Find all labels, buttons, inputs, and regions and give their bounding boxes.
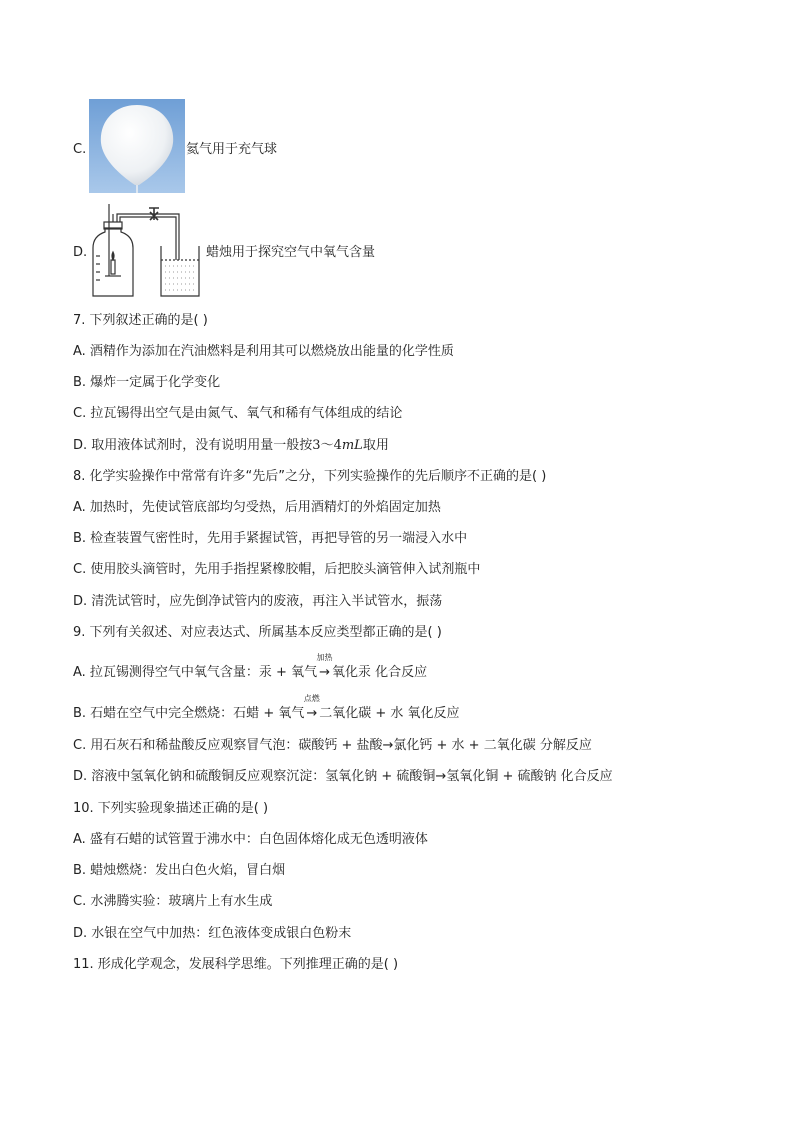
q7-option-b: B. 爆炸一定属于化学变化 [73, 375, 221, 390]
q7-option-a: A. 酒精作为添加在汽油燃料是利用其可以燃烧放出能量的化学性质 [73, 344, 454, 359]
option-letter-d: D. [73, 245, 88, 260]
q10-option-c: C. 水沸腾实验：玻璃片上有水生成 [73, 894, 273, 909]
q7-d-tilde: ～ [320, 438, 334, 453]
q9-a-condition: 加热 [316, 653, 333, 662]
q9-a-arrow: → [319, 665, 330, 680]
q9-b-arrow: → [306, 706, 318, 721]
q7-option-d [73, 437, 389, 455]
q8-option-b: B. 检查装置气密性时，先用手紧握试管，再把导管的另一端浸入水中 [73, 531, 468, 546]
q7-stem: 7. 下列叙述正确的是( ) [73, 313, 208, 328]
q9-b-prefix: B. 石蜡在空气中完全燃烧：石蜡 + 氧气 [73, 706, 305, 721]
q9-a-suffix: 氧化汞 化合反应 [332, 665, 428, 680]
q9-a-equation-arrow [316, 653, 333, 682]
q10-option-b: B. 蜡烛燃烧：发出白色火焰，冒白烟 [73, 863, 286, 878]
q7-d-suffix: 取用 [362, 438, 389, 453]
q9-b-equation-arrow [303, 694, 320, 723]
q10-option-a: A. 盛有石蜡的试管置于沸水中：白色固体熔化成无色透明液体 [73, 832, 428, 847]
q8-option-a: A. 加热时，先使试管底部均匀受热，后用酒精灯的外焰固定加热 [73, 500, 441, 515]
q8-option-c: C. 使用胶头滴管时，先用手指捏紧橡胶帽，后把胶头滴管伸入试剂瓶中 [73, 562, 481, 577]
q10-option-d: D. 水银在空气中加热：红色液体变成银白色粉末 [73, 926, 352, 941]
balloon-photo [89, 99, 185, 193]
q9-b-suffix: 二氧化碳 + 水 氧化反应 [319, 706, 460, 721]
q9-option-a [73, 653, 428, 682]
option-letter-c: C. [73, 142, 87, 157]
q8-option-d: D. 清洗试管时，应先倒净试管内的废液，再注入半试管水，振荡 [73, 594, 443, 609]
q9-a-prefix: A. 拉瓦锡测得空气中氧气含量：汞 + 氧气 [73, 665, 318, 680]
q10-stem: 10. 下列实验现象描述正确的是( ) [73, 801, 269, 816]
apparatus-diagram [87, 200, 204, 300]
q9-stem: 9. 下列有关叙述、对应表达式、所属基本反应类型都正确的是( ) [73, 625, 442, 640]
q9-option-c: C. 用石灰石和稀盐酸反应观察冒气泡：碳酸钙 + 盐酸→氯化钙 + 水 + 二氧化碳 分解反应 [73, 738, 592, 753]
q11-stem: 11. 形成化学观念，发展科学思维。下列推理正确的是( ) [73, 957, 399, 972]
q7-d-num2: 4 [333, 438, 342, 453]
q9-b-condition: 点燃 [303, 694, 320, 703]
q8-stem: 8. 化学实验操作中常常有许多“先后”之分，下列实验操作的先后顺序不正确的是( ) [73, 469, 547, 484]
option-d-caption: 蜡烛用于探究空气中氧气含量 [206, 245, 376, 260]
q7-option-c: C. 拉瓦锡得出空气是由氮气、氧气和稀有气体组成的结论 [73, 406, 403, 421]
q9-option-b [73, 694, 460, 723]
q7-d-prefix: D. 取用液体试剂时，没有说明用量一般按 [73, 438, 313, 453]
option-c-caption: 氦气用于充气球 [186, 142, 278, 157]
q9-option-d: D. 溶液中氢氧化钠和硫酸铜反应观察沉淀：氢氧化钠 + 硫酸铜→氢氧化铜 + 硫酸钠 化合反应 [73, 769, 613, 784]
q7-d-unit: mL [341, 438, 363, 453]
q7-d-num1: 3 [312, 438, 321, 453]
